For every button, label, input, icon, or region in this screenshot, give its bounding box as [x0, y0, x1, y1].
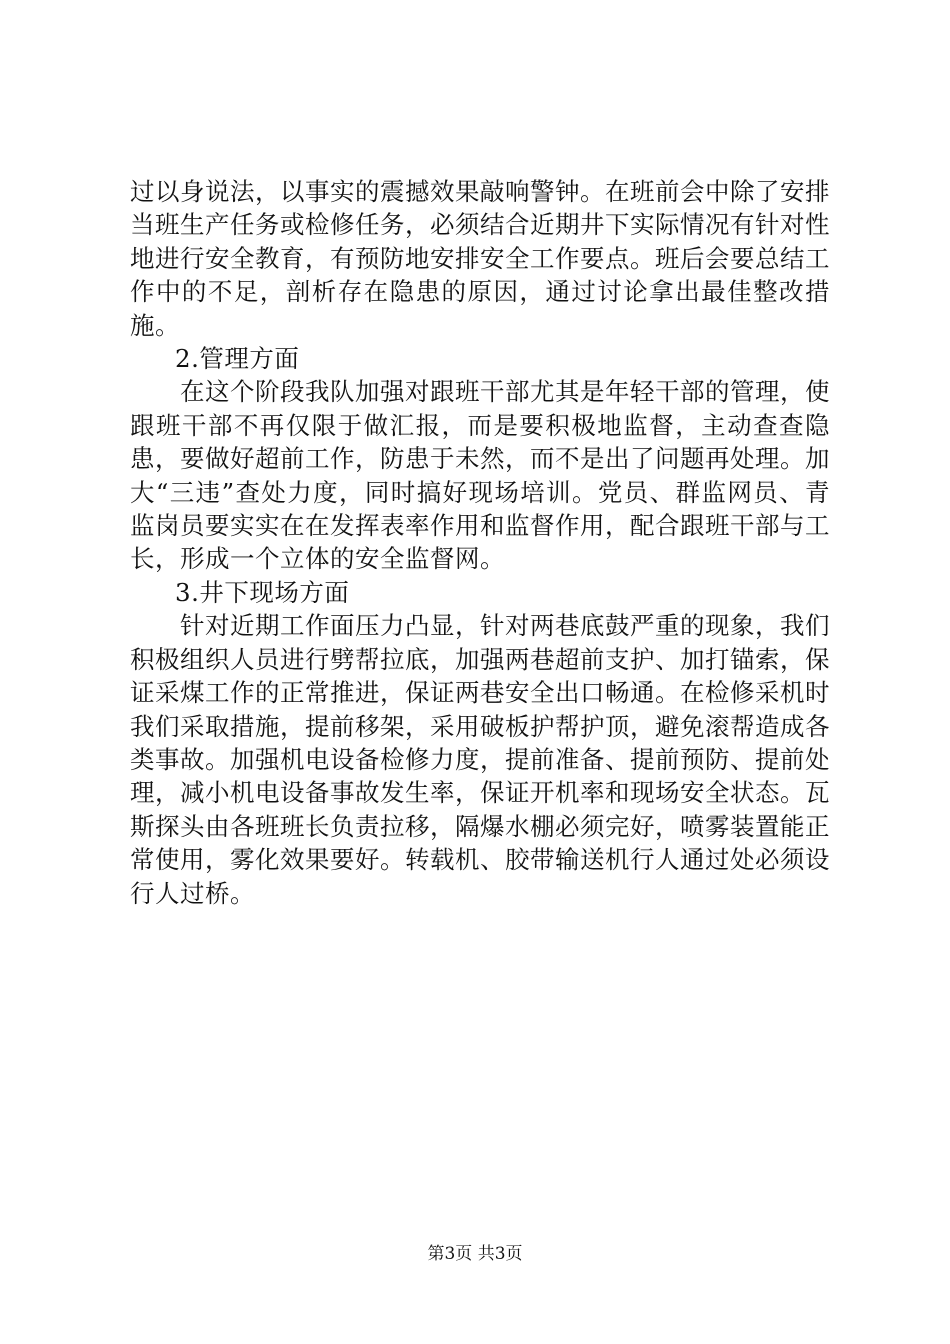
- document-body: [130, 175, 830, 910]
- paragraph-underground-site: 针对近期工作面压力凸显，针对两巷底鼓严重的现象，我们积极组织人员进行劈帮拉底，加强两巷超前支护、加打锚索，保证采煤工作的正常推进，保证两巷安全出口畅通。在检修采机时我们采取措施，提前移架，采用破板护帮护顶，避免滚帮造成各类事故。加强机电设备检修力度，提前准备、提前预防、提前处理，减小机电设备事故发生率，保证开机率和现场安全状态。瓦斯探头由各班班长负责拉移，隔爆水棚必须完好，喷雾装置能正常使用，雾化效果要好。转载机、胶带输送机行人通过处必须设行人过桥。: [130, 611, 830, 908]
- section-heading-management: 2.管理方面: [175, 344, 300, 374]
- page-footer: 第3页 共3页: [427, 1244, 523, 1264]
- paragraph-management: 在这个阶段我队加强对跟班干部尤其是年轻干部的管理，使跟班干部不再仅限于做汇报，而是要积极地监督，主动查查隐患，要做好超前工作，防患于未然，而不是出了问题再处理。加大“三违”查处力度，同时搞好现场培训。党员、群监网员、青监岗员要实实在在发挥表率作用和监督作用，配合跟班干部与工长，形成一个立体的安全监督网。: [130, 377, 830, 574]
- section-heading-underground-site: 3.井下现场方面: [175, 577, 350, 607]
- paragraph-continuation: 过以身说法，以事实的震撼效果敲响警钟。在班前会中除了安排当班生产任务或检修任务，必须结合近期井下实际情况有针对性地进行安全教育，有预防地安排安全工作要点。班后会要总结工作中的不足，剖析存在隐患的原因，通过讨论拿出最佳整改措施。: [130, 177, 830, 340]
